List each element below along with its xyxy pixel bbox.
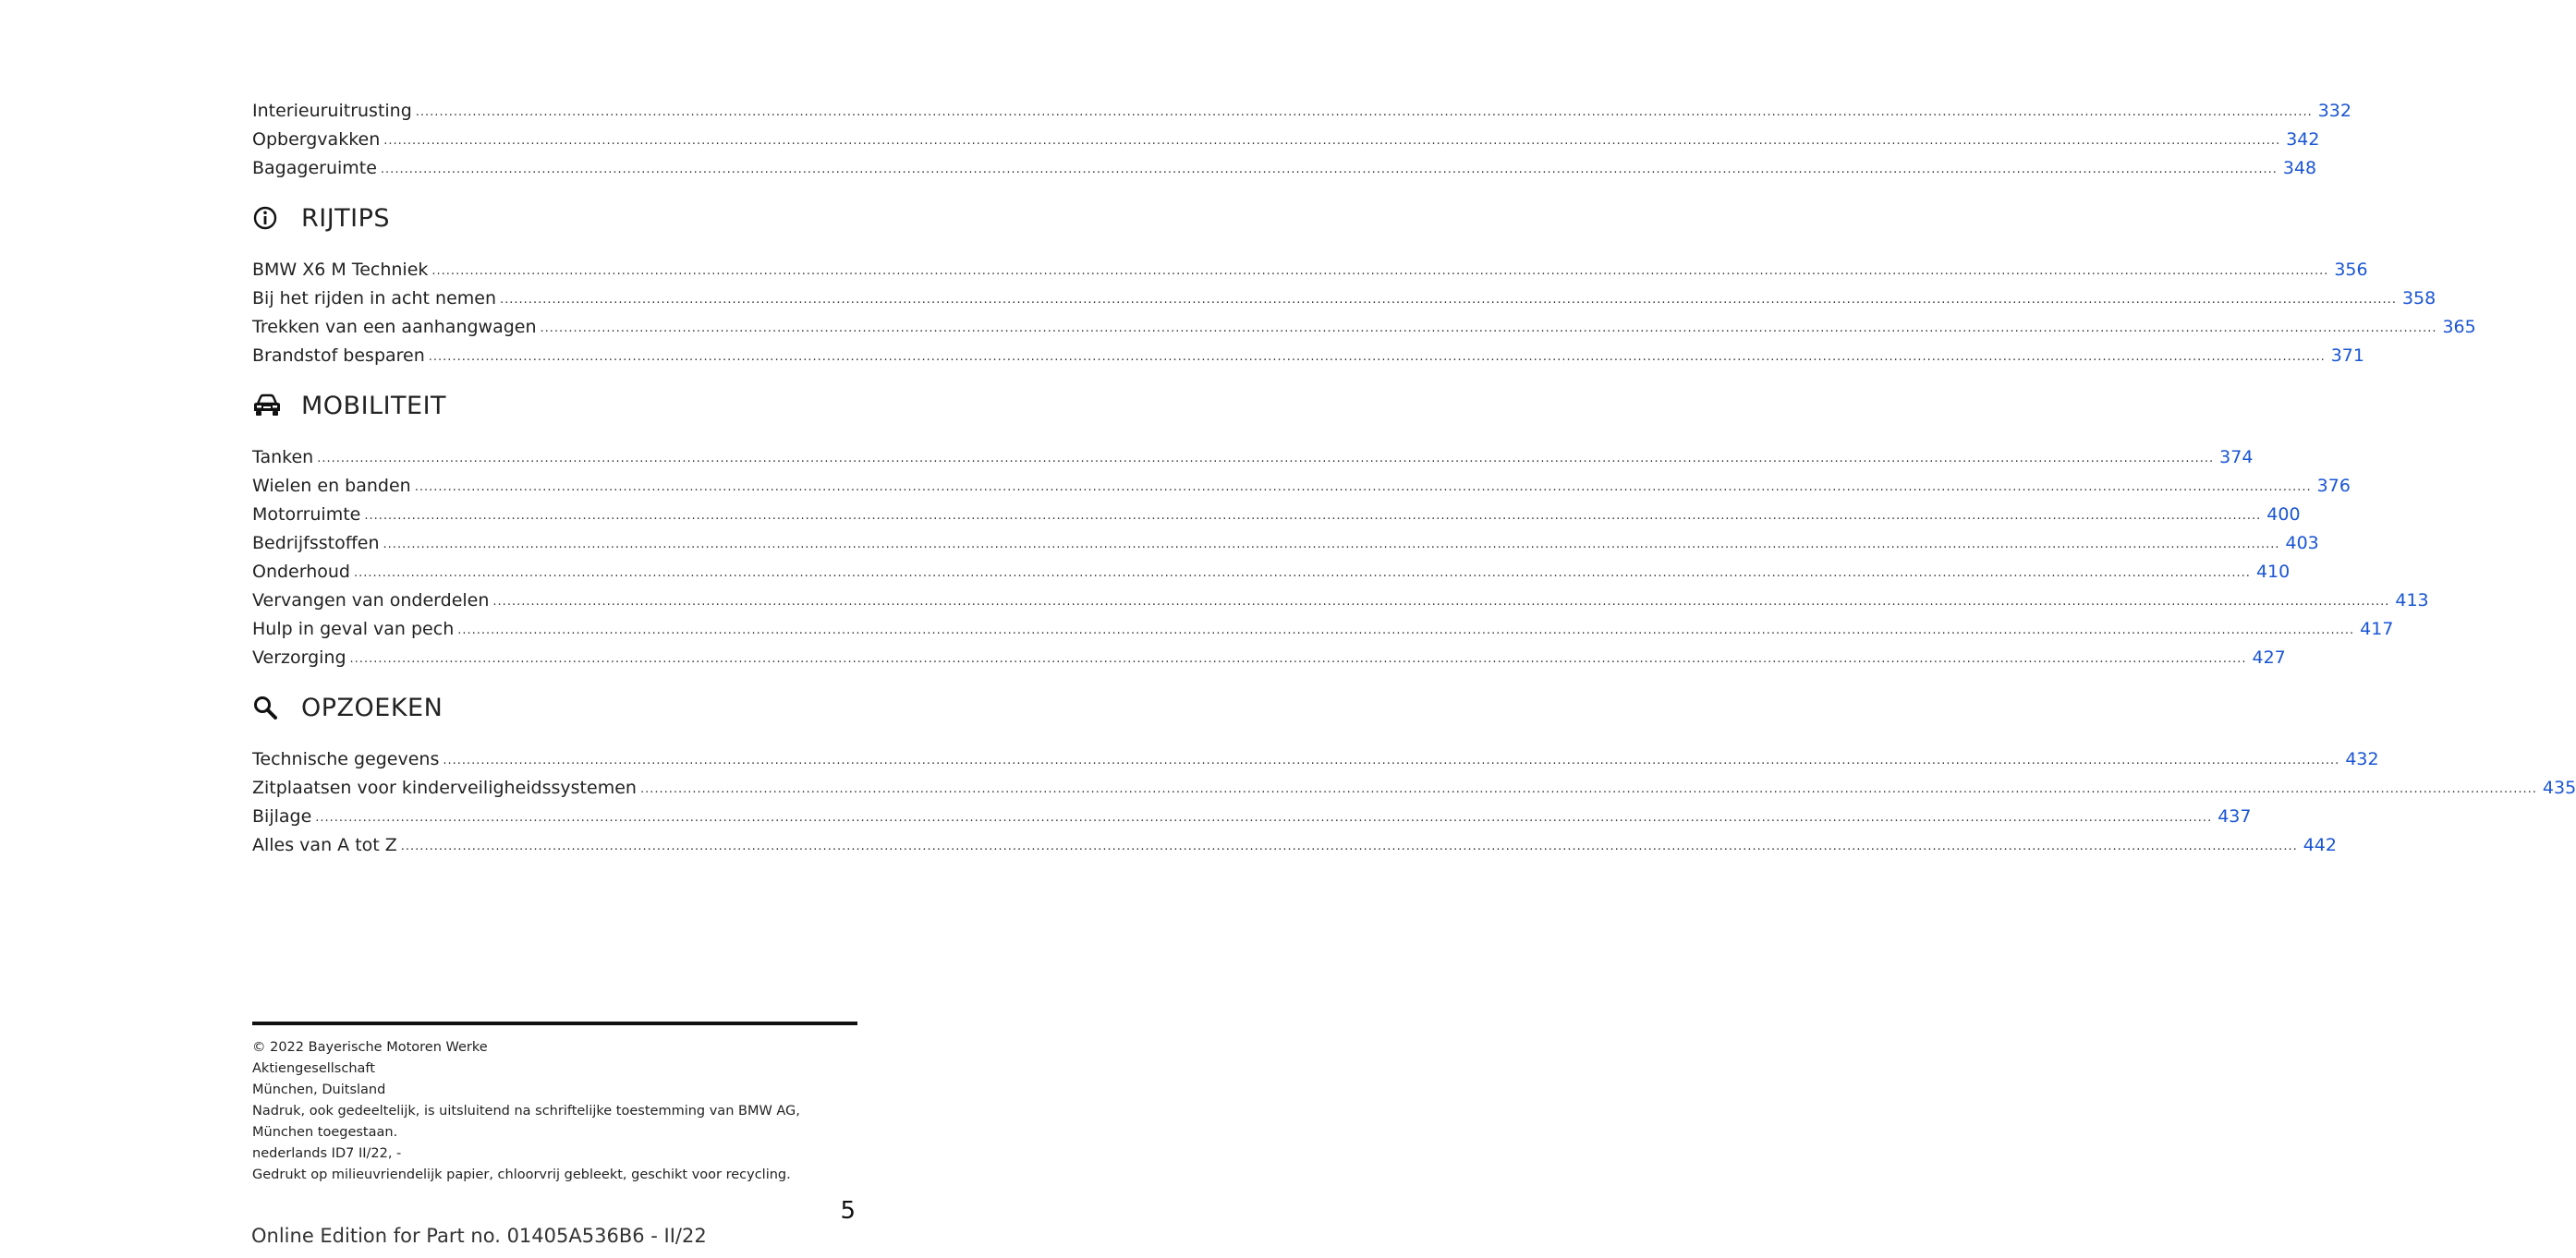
toc-page-link[interactable]: 371 <box>2330 345 2364 366</box>
toc-page-link[interactable]: 358 <box>2401 288 2436 308</box>
toc-page-link[interactable]: 365 <box>2442 317 2476 337</box>
toc-entry-title: Bijlage <box>252 806 312 827</box>
toc-entry[interactable] <box>252 467 2351 496</box>
toc-entry-title: Tanken <box>252 447 314 467</box>
toc-entry-title: Bij het rijden in acht nemen <box>252 288 497 308</box>
toc-entry[interactable] <box>252 769 2576 798</box>
toc-page-link[interactable]: 417 <box>2360 619 2394 639</box>
toc-entry[interactable] <box>252 496 2301 525</box>
toc-entry[interactable] <box>252 337 2364 366</box>
toc-entry-title: Vervangen van onderdelen <box>252 590 490 611</box>
page-number: 5 <box>840 1197 856 1225</box>
imprint-line: © 2022 Bayerische Motoren Werke <box>252 1040 488 1055</box>
toc-dot-leader: ................................................................................................................................................................................................................................................................................................................................................................................................................ <box>315 811 2213 825</box>
toc-page-link[interactable]: 356 <box>2334 260 2368 280</box>
toc-dot-leader: ................................................................................................................................................................................................................................................................................................................................................................................................................ <box>457 623 2355 637</box>
section-heading <box>252 387 857 424</box>
info-icon <box>252 200 289 236</box>
toc-entry-title: Technische gegevens <box>252 749 440 769</box>
car-icon <box>252 387 289 424</box>
toc-page-link[interactable]: 442 <box>2303 835 2337 855</box>
imprint-block <box>252 1038 857 1187</box>
toc-page-link[interactable]: 403 <box>2285 533 2319 553</box>
toc-dot-leader: ................................................................................................................................................................................................................................................................................................................................................................................................................ <box>383 538 2280 551</box>
toc-page-link[interactable]: 348 <box>2282 158 2317 178</box>
toc-entry[interactable] <box>252 251 2368 280</box>
toc-entry[interactable] <box>252 741 2379 769</box>
toc-dot-leader: ................................................................................................................................................................................................................................................................................................................................................................................................................ <box>364 509 2262 523</box>
toc-entry-title: Hulp in geval van pech <box>252 619 455 639</box>
section-title: OPZOEKEN <box>301 693 444 722</box>
toc-dot-leader: ................................................................................................................................................................................................................................................................................................................................................................................................................ <box>349 652 2247 666</box>
toc-entry-title: Bagageruimte <box>252 158 377 178</box>
toc-page-link[interactable]: 427 <box>2252 647 2286 668</box>
toc-entry-title: BMW X6 M Techniek <box>252 260 429 280</box>
section-title: RIJTIPS <box>301 203 391 233</box>
toc-entry[interactable] <box>252 582 2429 611</box>
imprint-line: München, Duitsland <box>252 1083 386 1097</box>
toc-dot-leader: ................................................................................................................................................................................................................................................................................................................................................................................................................ <box>400 840 2298 853</box>
toc-entry-title: Alles van A tot Z <box>252 835 397 855</box>
imprint-line: Aktiengesellschaft <box>252 1061 375 1076</box>
toc-dot-leader: ................................................................................................................................................................................................................................................................................................................................................................................................................ <box>380 163 2278 176</box>
toc-page-link[interactable]: 437 <box>2218 806 2252 827</box>
toc-entry[interactable] <box>252 308 2476 337</box>
toc-entry[interactable] <box>252 92 2351 121</box>
toc-page-link[interactable]: 332 <box>2317 101 2351 121</box>
toc-entry-title: Trekken van een aanhangwagen <box>252 317 537 337</box>
toc-entry[interactable] <box>252 798 2252 827</box>
toc-entry-title: Brandstof besparen <box>252 345 425 366</box>
toc-entry-title: Wielen en banden <box>252 476 411 496</box>
toc-dot-leader: ................................................................................................................................................................................................................................................................................................................................................................................................................ <box>540 321 2437 335</box>
toc-page-link[interactable]: 376 <box>2316 476 2351 496</box>
section-heading <box>252 200 857 236</box>
toc-page-link[interactable]: 374 <box>2219 447 2254 467</box>
toc-entry[interactable] <box>252 525 2319 553</box>
toc-dot-leader: ................................................................................................................................................................................................................................................................................................................................................................................................................ <box>317 452 2215 466</box>
toc-entry[interactable] <box>252 611 2394 639</box>
toc-page-link[interactable]: 400 <box>2266 504 2301 525</box>
toc-dot-leader: ................................................................................................................................................................................................................................................................................................................................................................................................................ <box>415 105 2313 119</box>
footer-divider <box>252 1022 857 1025</box>
imprint-line: Nadruk, ook gedeeltelijk, is uitsluitend na schriftelijke toestemming van BMW AG, <box>252 1104 800 1119</box>
toc-entry[interactable] <box>252 280 2436 308</box>
toc-entry-title: Verzorging <box>252 647 346 668</box>
toc-entry[interactable] <box>252 639 2286 668</box>
toc-entry-title: Bedrijfsstoffen <box>252 533 380 553</box>
toc-dot-leader: ................................................................................................................................................................................................................................................................................................................................................................................................................ <box>431 264 2329 278</box>
toc-page-link[interactable]: 342 <box>2286 129 2320 150</box>
toc-dot-leader: ................................................................................................................................................................................................................................................................................................................................................................................................................ <box>500 293 2397 307</box>
toc-dot-leader: ................................................................................................................................................................................................................................................................................................................................................................................................................ <box>383 134 2281 148</box>
toc-dot-leader: ................................................................................................................................................................................................................................................................................................................................................................................................................ <box>443 754 2340 768</box>
toc-dot-leader: ................................................................................................................................................................................................................................................................................................................................................................................................................ <box>492 595 2390 609</box>
toc-entry[interactable] <box>252 439 2254 467</box>
toc-entry-title: Opbergvakken <box>252 129 381 150</box>
toc-page-link[interactable]: 410 <box>2255 562 2290 582</box>
toc-page-link[interactable]: 435 <box>2542 778 2576 798</box>
toc-entry-title: Interieuruitrusting <box>252 101 412 121</box>
imprint-line: Gedrukt op milieuvriendelijk papier, chloorvrij gebleekt, geschikt voor recycling. <box>252 1167 791 1182</box>
toc-dot-leader: ................................................................................................................................................................................................................................................................................................................................................................................................................ <box>354 566 2251 580</box>
section-heading <box>252 689 857 726</box>
toc-entry[interactable] <box>252 150 2317 178</box>
toc-dot-leader: ................................................................................................................................................................................................................................................................................................................................................................................................................ <box>428 350 2326 364</box>
edition-footer: Online Edition for Part no. 01405A536B6 - II/22 <box>251 1225 707 1247</box>
imprint-line: München toegestaan. <box>252 1125 398 1140</box>
search-icon <box>252 689 289 726</box>
toc-entry[interactable] <box>252 553 2290 582</box>
imprint-line: nederlands ID7 II/22, - <box>252 1146 402 1161</box>
toc-page-link[interactable]: 432 <box>2345 749 2379 769</box>
toc-page-link[interactable]: 413 <box>2395 590 2429 611</box>
section-title: MOBILITEIT <box>301 391 447 420</box>
toc-entry-title: Zitplaatsen voor kinderveiligheidssystemen <box>252 778 637 798</box>
toc-entry[interactable] <box>252 121 2320 150</box>
toc-entry[interactable] <box>252 827 2337 855</box>
toc-entry-title: Motorruimte <box>252 504 361 525</box>
toc-dot-leader: ................................................................................................................................................................................................................................................................................................................................................................................................................ <box>639 782 2537 796</box>
toc-dot-leader: ................................................................................................................................................................................................................................................................................................................................................................................................................ <box>414 480 2312 494</box>
toc-entry-title: Onderhoud <box>252 562 350 582</box>
